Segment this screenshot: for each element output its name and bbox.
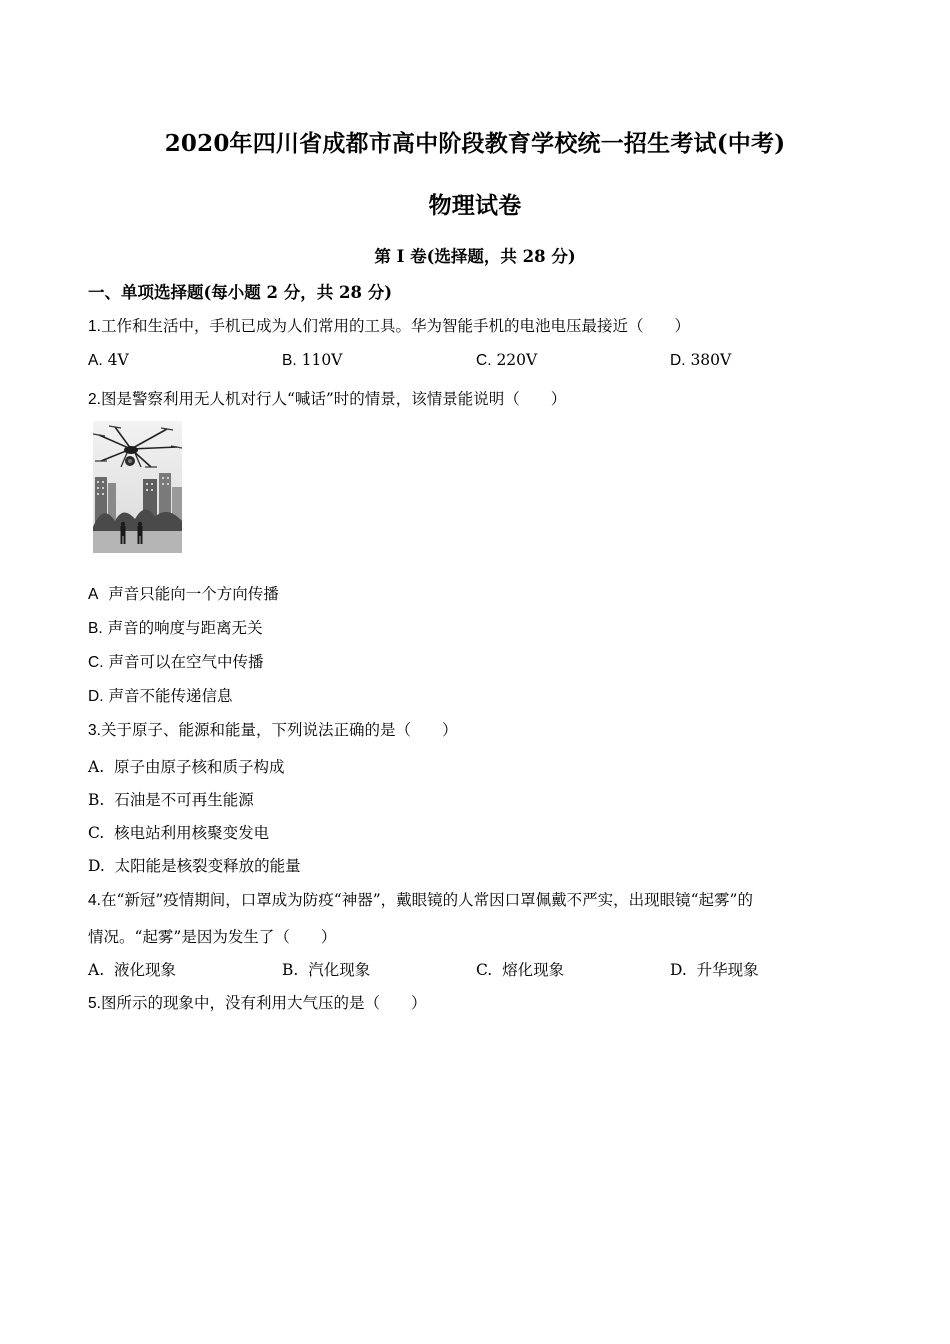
question-text-line1: 在“新冠”疫情期间，口罩成为防疫“神器”，戴眼镜的人常因口罩佩戴不严实，出现眼镜“起雾”的 (100, 891, 753, 909)
question-4 (88, 888, 753, 910)
option-text: 液化现象 (113, 961, 176, 979)
option-key: B. (282, 961, 299, 979)
section-heading: 一、单项选择题(每小题 2 分，共 28 分) (88, 283, 393, 302)
question-number: 3. (88, 722, 101, 739)
option-key: D. (88, 857, 105, 875)
option-key: B. (88, 791, 105, 809)
option-text: 石油是不可再生能源 (114, 791, 254, 809)
option-text: 声音不能传递信息 (108, 687, 233, 705)
option-text: 声音的响度与距离无关 (107, 619, 263, 637)
question-number: 1. (88, 318, 101, 335)
question-3 (88, 718, 457, 740)
q2-option-c (88, 650, 263, 672)
option-text: 4V (107, 351, 129, 369)
option-text: 220V (496, 351, 538, 369)
option-key: D. (670, 961, 687, 979)
option-key: D. (88, 688, 104, 705)
q2-option-a (88, 582, 279, 604)
volume-heading: 第 I 卷(选择题，共 28 分) (374, 247, 576, 266)
q2-option-b (88, 616, 263, 638)
option-key: A. (88, 961, 105, 979)
option-key: D. (670, 352, 686, 369)
q1-option-b (282, 351, 342, 370)
option-text: 声音只能向一个方向传播 (108, 585, 279, 603)
option-key: A. (88, 352, 103, 369)
q1-option-c (476, 351, 537, 370)
police-drone-photo (93, 421, 182, 553)
option-key: B. (282, 352, 297, 369)
option-text: 380V (690, 351, 732, 369)
option-text: 声音可以在空气中传播 (108, 653, 264, 671)
option-key: C. (476, 961, 493, 979)
q3-option-a (88, 755, 285, 777)
q4-option-c (476, 958, 564, 980)
exam-title: 2020年四川省成都市高中阶段教育学校统一招生考试(中考) (164, 130, 786, 157)
q3-option-c (88, 821, 269, 843)
option-text: 110V (301, 351, 343, 369)
option-text: 核电站利用核聚变发电 (114, 824, 270, 842)
option-key: C. (88, 654, 104, 671)
q2-option-d (88, 684, 232, 706)
q1-option-d (670, 351, 731, 370)
option-text: 汽化现象 (308, 961, 371, 979)
q3-option-d (88, 854, 301, 876)
option-text: 太阳能是核裂变释放的能量 (114, 857, 301, 875)
question-2 (88, 387, 566, 409)
q4-option-a (88, 958, 176, 980)
question-1 (88, 314, 690, 336)
option-key: C. (88, 824, 105, 842)
question-number: 2. (88, 391, 101, 408)
option-text: 熔化现象 (502, 961, 565, 979)
question-text: 工作和生活中，手机已成为人们常用的工具。华为智能手机的电池电压最接近（ ） (100, 317, 690, 335)
question-text: 图所示的现象中，没有利用大气压的是（ ） (100, 994, 427, 1012)
q3-option-b (88, 788, 254, 810)
option-key: A (88, 586, 99, 603)
q4-option-d (670, 958, 759, 980)
option-text: 升华现象 (696, 961, 759, 979)
option-key: C. (476, 352, 492, 369)
q4-option-b (282, 958, 370, 980)
question-text: 关于原子、能源和能量，下列说法正确的是（ ） (100, 721, 458, 739)
question-5 (88, 991, 426, 1013)
question-number: 5. (88, 995, 101, 1012)
option-key: B. (88, 620, 103, 637)
option-text: 原子由原子核和质子构成 (113, 758, 285, 776)
question-text: 图是警察利用无人机对行人“喊话”时的情景，该情景能说明（ ） (100, 390, 567, 408)
option-key: A. (88, 758, 105, 776)
question-number: 4. (88, 892, 101, 909)
exam-subtitle: 物理试卷 (428, 192, 522, 219)
q1-option-a (88, 351, 129, 370)
question-4-continued: 情况。“起雾”是因为发生了（ ） (88, 928, 337, 946)
